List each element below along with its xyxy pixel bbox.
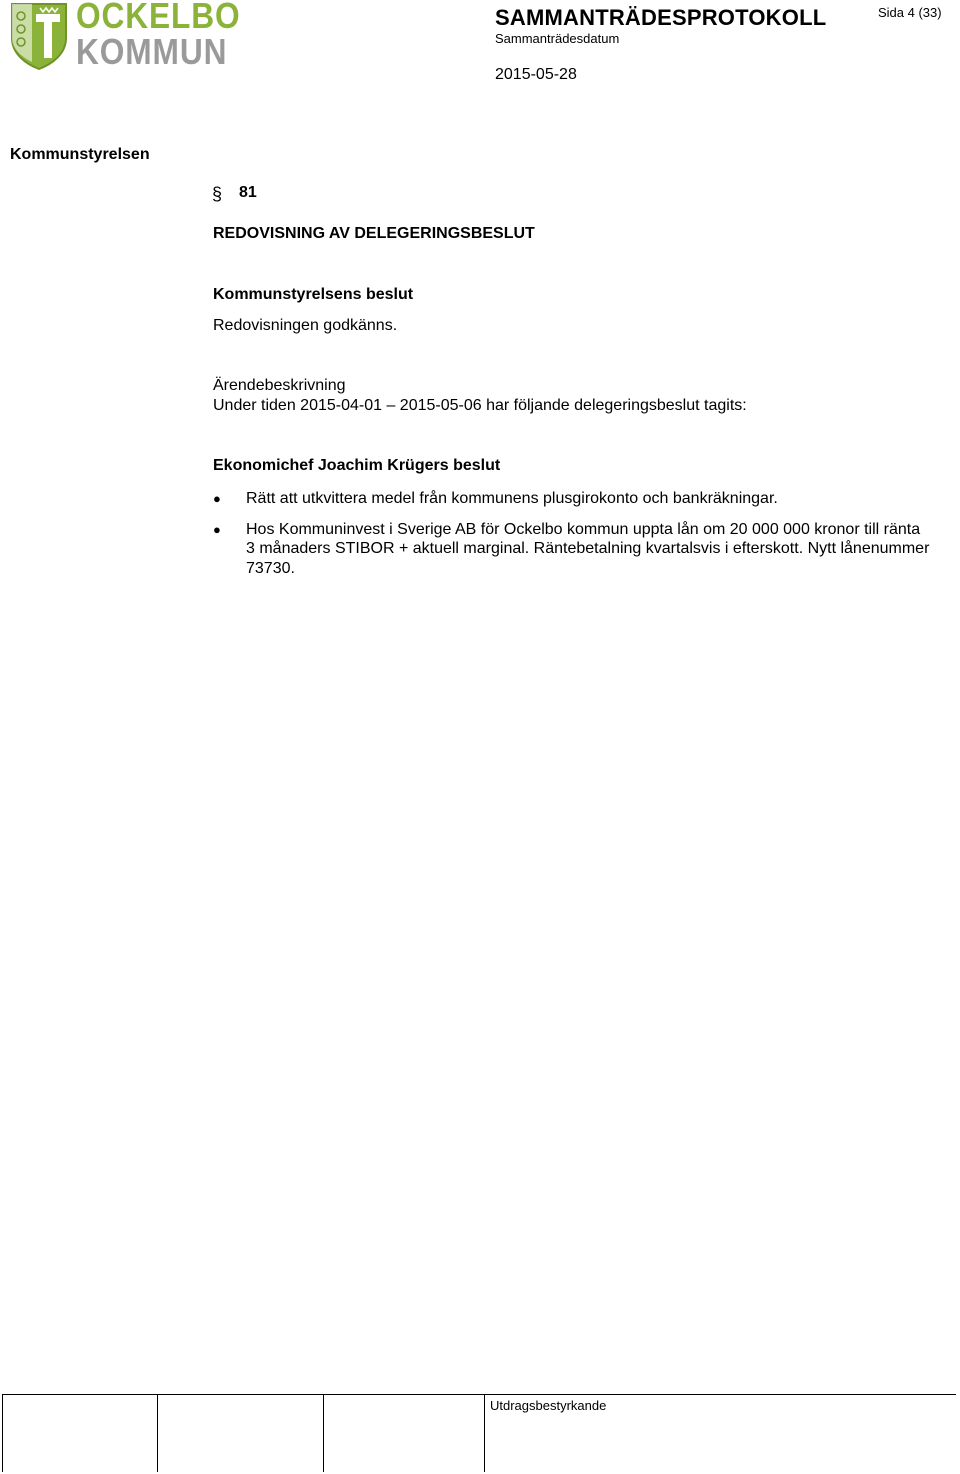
paragraph-number: 81 xyxy=(239,184,257,201)
municipality-logo xyxy=(10,0,241,72)
extract-certifier-label: Utdragsbestyrkande xyxy=(490,1398,607,1413)
decision-list xyxy=(213,489,933,589)
signature-cell xyxy=(158,1395,324,1472)
list-item-text: Hos Kommuninvest i Sverige AB för Ockelbo kommun uppta lån om 20 000 000 kronor till ränta 3 månaders STIBOR + aktuell marginal. Räntebetalning kvartalsvis i efterskott. Nytt lånenummer 73730. xyxy=(246,520,930,577)
logo-text-kommun: KOMMUN xyxy=(76,31,228,72)
extract-certifier-cell xyxy=(485,1395,957,1472)
signature-cell xyxy=(324,1395,485,1472)
document-title: SAMMANTRÄDESPROTOKOLL xyxy=(495,5,827,30)
meeting-date: 2015-05-28 xyxy=(495,66,577,83)
page-number: Sida 4 (33) xyxy=(878,5,942,20)
governing-body-name: Kommunstyrelsen xyxy=(10,146,150,163)
municipal-coat-of-arms-icon xyxy=(10,2,68,70)
item-title: REDOVISNING AV DELEGERINGSBESLUT xyxy=(213,225,535,242)
description-text: Under tiden 2015-04-01 – 2015-05-06 har följande delegeringsbeslut tagits: xyxy=(213,397,747,414)
logo-text-ockelbo: OCKELBO xyxy=(76,0,241,36)
decision-heading: Kommunstyrelsens beslut xyxy=(213,286,414,303)
list-item xyxy=(213,520,933,579)
bullet-icon: ● xyxy=(213,491,221,506)
signature-table xyxy=(2,1394,956,1472)
list-item-text: Rätt att utkvittera medel från kommunens plusgirokonto och bankräkningar. xyxy=(246,490,778,507)
list-item xyxy=(213,489,933,509)
subsection-heading: Ekonomichef Joachim Krügers beslut xyxy=(213,457,501,474)
signature-cell xyxy=(3,1395,158,1472)
decision-text: Redovisningen godkänns. xyxy=(213,317,398,334)
meeting-date-label: Sammanträdesdatum xyxy=(495,31,620,46)
description-heading: Ärendebeskrivning xyxy=(213,377,346,394)
section-sign: § xyxy=(212,184,223,204)
bullet-icon: ● xyxy=(213,521,221,537)
